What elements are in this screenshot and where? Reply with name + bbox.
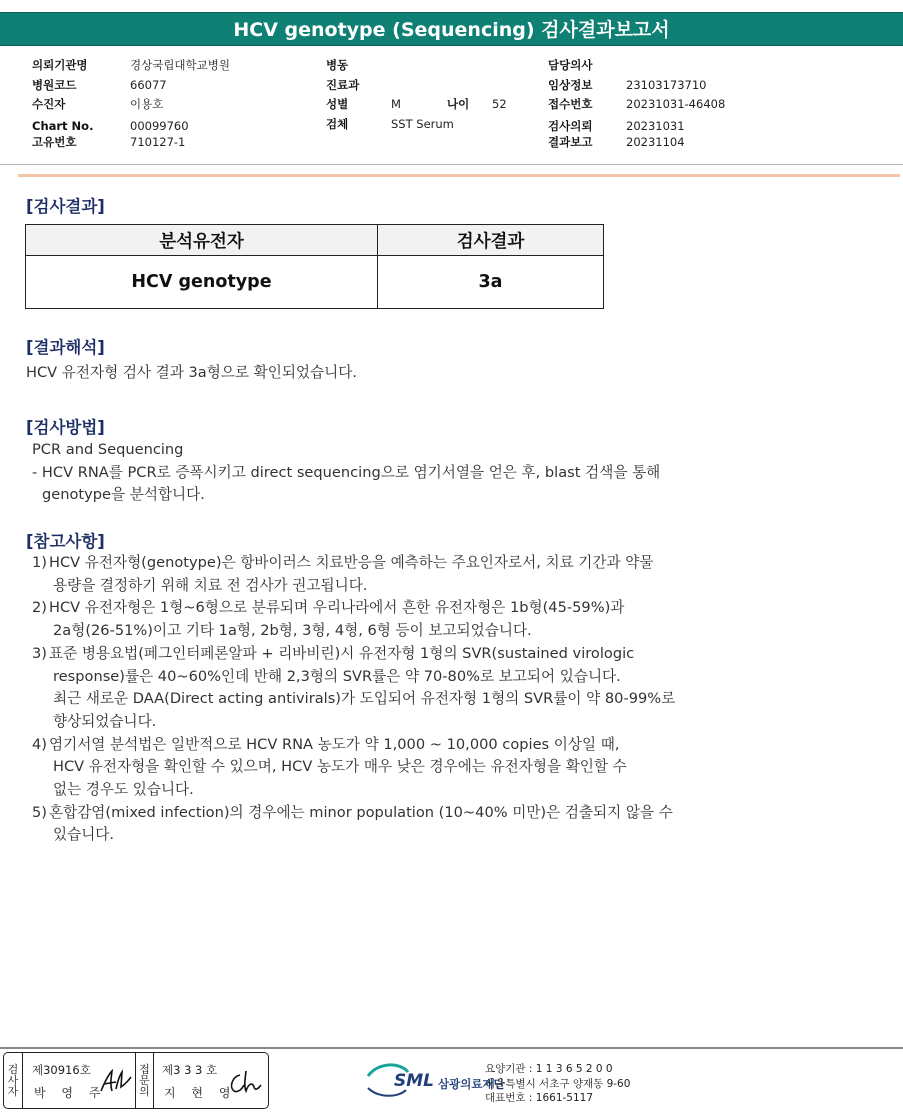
section-title-method: [검사방법]	[26, 418, 105, 437]
info-value: 23103173710	[626, 77, 707, 92]
role-char: 문	[139, 1074, 150, 1087]
info-label: 병동	[326, 58, 349, 72]
info-value: 이용호	[130, 97, 164, 111]
role-char: 검	[7, 1063, 19, 1076]
info-value: 20231104	[626, 135, 685, 149]
item-line: 최근 새로운 DAA(Direct acting antivirals)가 도입되어 유전자형 1형의 SVR률이 약 80-99%로	[53, 690, 676, 708]
confirmer-signature-icon	[226, 1067, 264, 1097]
header-divider	[0, 164, 903, 165]
info-label: 접수번호	[548, 97, 593, 111]
confirmer-license: 제3 3 3 호	[162, 1063, 218, 1077]
info-label: 진료과	[326, 77, 360, 92]
list-item	[32, 802, 675, 847]
item-line: 염기서열 분석법은 일반적으로 HCV RNA 농도가 약 1,000 ~ 10,000 copies 이상일 때,	[49, 735, 620, 753]
table-cell: 3a	[378, 256, 604, 309]
inspector-role-label	[4, 1053, 23, 1108]
role-char: 접	[139, 1063, 150, 1076]
list-item	[32, 734, 675, 802]
age-value: 52	[492, 97, 507, 111]
method-line: - HCV RNA를 PCR로 증폭시키고 direct sequencing으로 염기서열을 얻은 후, blast 검색을 통해	[32, 463, 661, 481]
item-number: 2)	[32, 599, 47, 617]
confirmer-role-label	[135, 1053, 154, 1108]
role-char: 사	[7, 1074, 19, 1087]
section-title-references: [참고사항]	[26, 532, 105, 551]
info-label: 성별	[326, 97, 349, 111]
sml-logo-text: SML	[394, 1071, 434, 1091]
info-value: 20231031-46408	[626, 97, 726, 111]
lab-info-line: 요양기관 : 1 1 3 6 5 2 0 0	[485, 1063, 613, 1075]
role-char: 의	[139, 1085, 150, 1098]
item-number: 3)	[32, 644, 47, 662]
method-text	[32, 439, 660, 507]
column-header: 분석유전자	[26, 225, 378, 256]
inspector-license: 제30916호	[32, 1063, 91, 1077]
info-label: Chart No.	[32, 118, 94, 133]
lab-info-line: 대표번호 : 1661-5117	[485, 1092, 594, 1104]
info-value: 66077	[130, 77, 167, 92]
method-line: genotype을 분석합니다.	[42, 486, 205, 504]
confirmer-name: 지 현 영	[164, 1086, 237, 1100]
item-line: 용량을 결정하기 위해 치료 전 검사가 권고됩니다.	[53, 576, 368, 594]
info-label: 임상정보	[548, 77, 593, 92]
info-label: 검체	[326, 116, 349, 131]
signature-box	[3, 1052, 269, 1109]
section-title-result: [검사결과]	[26, 197, 105, 216]
patient-info-col1	[32, 56, 230, 153]
lab-info	[485, 1062, 630, 1106]
references-list	[32, 552, 675, 847]
info-label: 고유번호	[32, 135, 77, 149]
result-table	[25, 224, 604, 309]
report-title: HCV genotype (Sequencing) 검사결과보고서	[0, 12, 903, 46]
footer-divider	[0, 1047, 903, 1049]
accent-divider	[18, 174, 900, 177]
info-value: 20231031	[626, 118, 685, 133]
item-line: 표준 병용요법(페그인터페론알파 + 리바비린)시 유전자형 1형의 SVR(sustained virologic	[49, 644, 635, 662]
table-row	[26, 256, 604, 309]
info-value: 00099760	[130, 118, 189, 133]
info-label: 검사의뢰	[548, 118, 593, 133]
info-label: 의뢰기관명	[32, 58, 88, 72]
item-line: response)률은 40~60%인데 반해 2,3형의 SVR률은 약 70-80%로 보고되어 있습니다.	[53, 667, 621, 685]
interpretation-text: HCV 유전자형 검사 결과 3a형으로 확인되었습니다.	[26, 364, 357, 381]
info-label: 결과보고	[548, 135, 593, 149]
list-item	[32, 552, 675, 597]
info-label: 병원코드	[32, 77, 77, 92]
item-line: 향상되었습니다.	[53, 712, 157, 730]
inspector-signature-icon	[98, 1067, 134, 1097]
table-cell: HCV genotype	[26, 256, 378, 309]
organization-name: 삼광의료재단	[438, 1077, 505, 1091]
item-line: 2a형(26-51%)이고 기타 1a형, 2b형, 3형, 4형, 6형 등이 보고되었습니다.	[53, 622, 532, 640]
info-value: M	[391, 97, 401, 111]
item-line: 혼합감염(mixed infection)의 경우에는 minor population (10~40% 미만)은 검출되지 않을 수	[49, 803, 673, 821]
method-line: PCR and Sequencing	[32, 441, 184, 458]
item-number: 5)	[32, 803, 47, 821]
info-label: 수진자	[32, 97, 66, 111]
item-line: 있습니다.	[53, 826, 115, 844]
patient-info-col3	[548, 56, 725, 153]
lab-info-line: 서울특별시 서초구 양재동 9-60	[485, 1077, 631, 1090]
list-item	[32, 643, 675, 734]
patient-info-col2	[326, 56, 507, 134]
item-number: 1)	[32, 554, 47, 571]
inspector-name: 박 영 주	[34, 1086, 107, 1100]
role-char: 자	[7, 1085, 19, 1098]
item-line: HCV 유전자형(genotype)은 항바이러스 치료반응을 예측하는 주요인자로서, 치료 기간과 약물	[49, 554, 654, 571]
info-value: 경상국립대학교병원	[130, 58, 230, 72]
item-number: 4)	[32, 735, 47, 753]
result-table-header	[26, 225, 604, 256]
info-value: 710127-1	[130, 135, 186, 149]
age-label: 나이	[447, 97, 470, 111]
item-line: HCV 유전자형은 1형~6형으로 분류되며 우리나라에서 흔한 유전자형은 1b형(45-59%)과	[49, 599, 625, 617]
item-line: HCV 유전자형을 확인할 수 있으며, HCV 농도가 매우 낮은 경우에는 유전자형을 확인할 수	[53, 758, 627, 776]
item-line: 없는 경우도 있습니다.	[53, 781, 194, 799]
list-item	[32, 597, 675, 642]
info-label: 담당의사	[548, 58, 593, 72]
column-header: 검사결과	[378, 225, 604, 256]
info-value: SST Serum	[391, 116, 454, 131]
section-title-interpretation: [결과해석]	[26, 338, 105, 357]
